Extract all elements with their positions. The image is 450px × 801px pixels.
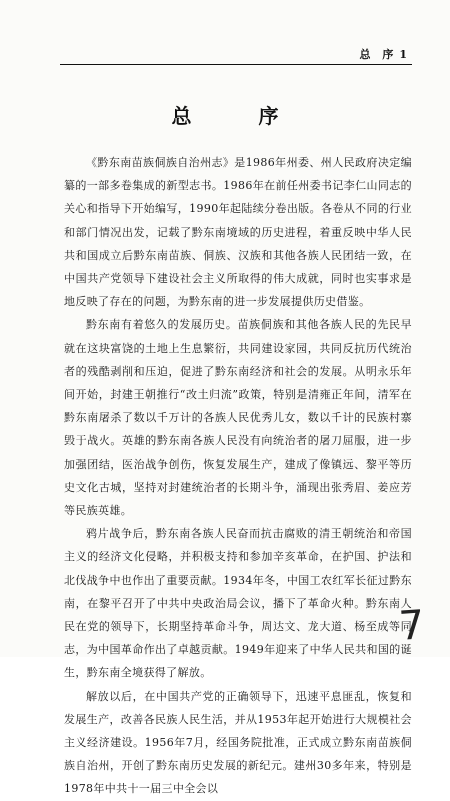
paragraph: 鸦片战争后，黔东南各族人民奋而抗击腐败的清王朝统治和帝国主义的经济文化侵略，并积极支持和参加辛亥革命，在护国、护法和北伐战争中也作出了重要贡献。1934年冬，中国工农红军长征过黔东南，在黎平召开了中共中央政治局会议，播下了革命火种。黔东南人民在党的领导下，长期坚持革命斗争，周达文、龙大道、杨至成等同志，为中国革命作出了卓越贡献。1949年迎来了中华人民共和国的诞生，黔东南全境获得了解放。 xyxy=(64,527,412,680)
chapter-title: 总 序 xyxy=(171,104,309,128)
paragraph: 黔东南有着悠久的发展历史。苗族侗族和其他各族人民的先民早就在这块富饶的土地上生息繁衍，共同建设家园，共同反抗历代统治者的残酷剥削和压迫，促进了黔东南经济和社会的发展。从明永乐年间开始，封建王朝推行“改土归流”政策，特别是清雍正年间，清军在黔东南屠杀了数以千万计的各族人民优秀儿女，数以千计的民族村寨毁于战火。英雄的黔东南各族人民没有向统治者的屠刀屈服，进一步加强团结，医治战争创伤，恢复发展生产，建成了像镇远、黎平等历史文化古城，坚持对封建统治者的长期斗争，涌现出张秀眉、姜应芳等民族英雄。 xyxy=(64,318,412,518)
handwritten-page-mark: 7 xyxy=(396,602,426,650)
header-page-number: 1 xyxy=(399,48,407,61)
header-rule xyxy=(60,64,412,65)
body-text xyxy=(64,151,412,801)
paragraph: 解放以后，在中国共产党的正确领导下，迅速平息匪乱，恢复和发展生产，改善各民族人民生活，并从1953年起开始进行大规模社会主义经济建设。1956年7月，经国务院批准，正式成立黔东南苗族侗族自治州，开创了黔东南历史发展的新纪元。建州30多年来，特别是1978年中共十一届三中全会以 xyxy=(64,689,412,796)
paragraph: 《黔东南苗族侗族自治州志》是1986年州委、州人民政府决定编纂的一部多卷集成的新型志书。1986年在前任州委书记李仁山同志的关心和指导下开始编写，1990年起陆续分卷出版。各卷从不同的行业和部门情况出发，记载了黔东南境域的历史进程，着重反映中华人民共和国成立后黔东南苗族、侗族、汉族和其他各族人民团结一致，在中国共产党领导下建设社会主义所取得的伟大成就，同时也实事求是地反映了存在的问题，为黔东南的进一步发展提供历史借鉴。 xyxy=(64,156,412,309)
header-section-title: 总 序 xyxy=(359,48,398,61)
running-header xyxy=(360,46,408,62)
